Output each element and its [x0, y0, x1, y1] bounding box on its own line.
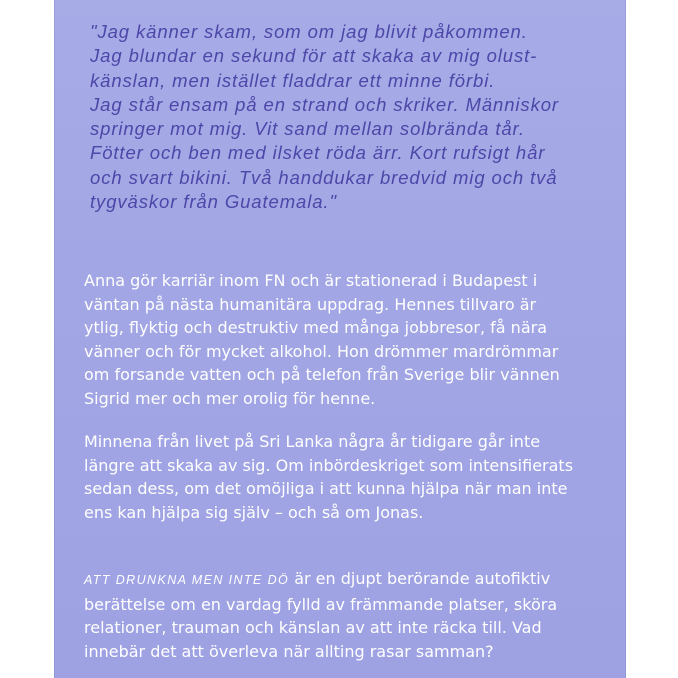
description-paragraph-3: [84, 567, 614, 663]
description-paragraph-2: Minnena från livet på Sri Lanka några år tidigare går inte längre att skaka av sig. Om inbördeskriget som intensifierats sedan dess, om det omöjliga i att kunna hjälpa när man inte ens kan hjälpa sig själv – och så om Jonas.: [84, 432, 574, 522]
excerpt-quote: "Jag känner skam, som om jag blivit påkommen. Jag blundar en sekund för att skaka av mig olust- känslan, men istället fladdrar ett minne förbi. Jag står ensam på en strand och skriker. Människor springer mot mig. Vit sand mellan solbrända tår. Fötter och ben med ilsket röda ärr. Kort rufsigt hår och svart bikini. Två handdukar bredvid mig och två tygväskor från Guatemala.": [90, 21, 559, 213]
book-back-cover: [54, 0, 626, 678]
book-title: ATT DRUNKNA MEN INTE DÖ: [84, 573, 290, 587]
description-paragraph-1: Anna gör karriär inom FN och är stationerad i Budapest i väntan på nästa humanitära uppdrag. Hennes tillvaro är ytlig, flyktig och destruktiv med många jobbresor, få nära vänner och för mycket alkohol. Hon drömmer mardrömmar om forsande vatten och på telefon från Sverige blir vännen Sigrid mer och mer orolig för henne.: [84, 271, 560, 408]
description-paragraph-3-text: är en djupt berörande autofiktiv berättelse om en vardag fylld av främmande platser, sköra relationer, trauman och känslan av att inte räcka till. Vad innebär det att överleva när allting rasar samman?: [84, 569, 558, 661]
